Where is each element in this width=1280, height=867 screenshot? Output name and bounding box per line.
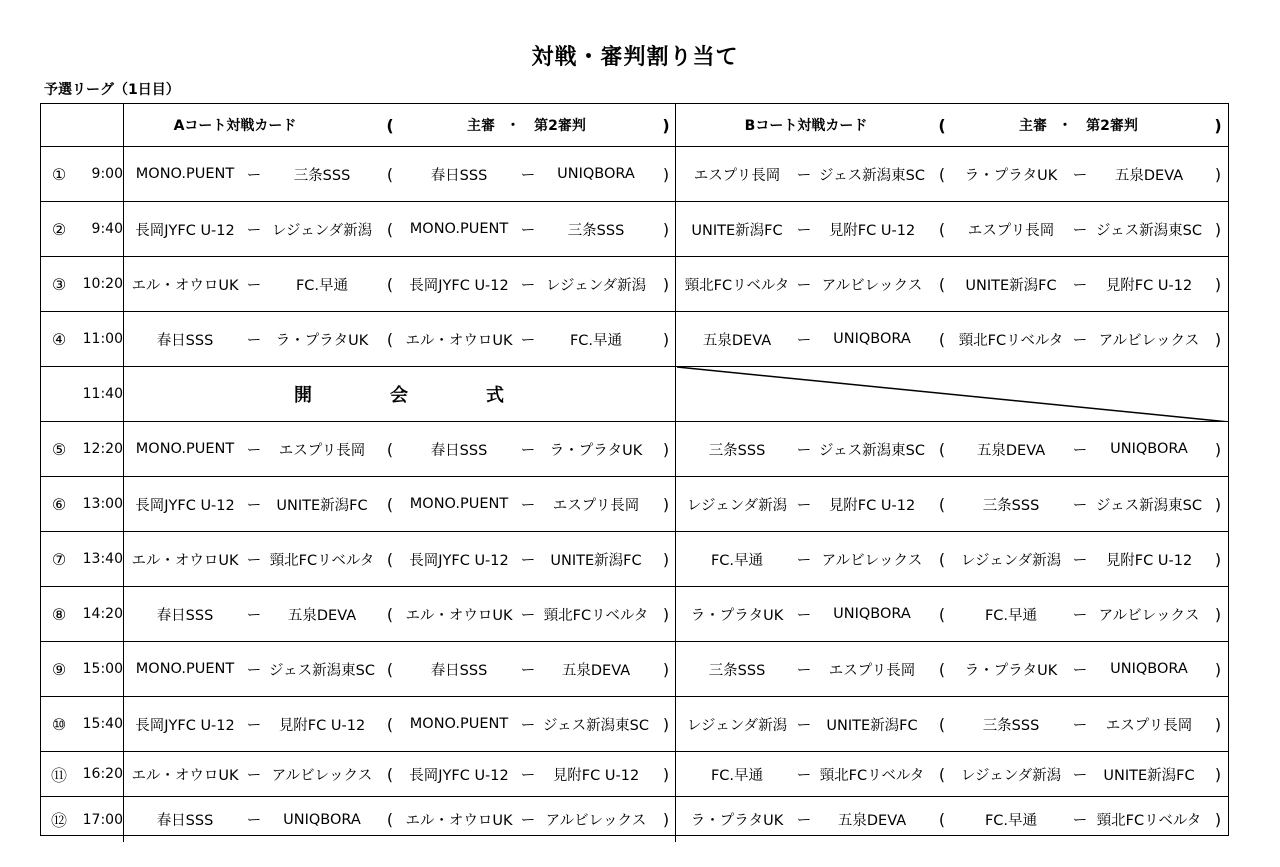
a-away-team: ジェス新潟東SC <box>268 662 376 679</box>
a-referee-second: UNIQBORA <box>557 166 635 182</box>
b-referee-dash: ー <box>1072 662 1088 679</box>
a-referee-main: エル・オウロUK <box>405 332 513 349</box>
table-row <box>41 477 1228 532</box>
a-match-dash: ー <box>246 497 262 514</box>
a-home-team: 長岡JYFC U-12 <box>135 497 235 514</box>
b-home-team: レジェンダ新潟 <box>686 497 788 514</box>
b-referee-main: FC.早通 <box>984 607 1038 624</box>
section-subtitle: 予選リーグ（1日目） <box>44 82 180 98</box>
a-paren-close: ) <box>662 219 670 239</box>
a-referee-main: 長岡JYFC U-12 <box>409 767 509 784</box>
b-paren-close: ) <box>1214 714 1222 734</box>
match-time: 11:00 <box>82 331 123 347</box>
b-match-dash: ー <box>796 662 812 679</box>
a-referee-dash: ー <box>520 767 536 784</box>
a-match-dash: ー <box>246 662 262 679</box>
column-divider <box>123 642 124 696</box>
a-home-team: エル・オウロUK <box>131 552 239 569</box>
column-divider <box>123 697 124 751</box>
b-home-team: FC.早通 <box>710 552 764 569</box>
a-match-dash: ー <box>246 277 262 294</box>
b-referee-second: UNITE新潟FC <box>1103 767 1195 784</box>
match-time: 14:20 <box>82 606 123 622</box>
b-paren-open: ( <box>938 115 946 135</box>
a-referee-dash: ー <box>520 167 536 184</box>
b-referee-main: ラ・プラタUK <box>964 662 1058 679</box>
table-row <box>41 147 1228 202</box>
ceremony-char: 会 <box>390 385 410 406</box>
b-paren-open: ( <box>938 549 946 569</box>
b-referee-dash: ー <box>1072 717 1088 734</box>
b-referee-second: エスプリ長岡 <box>1105 717 1193 734</box>
a-referee-main: 長岡JYFC U-12 <box>409 277 509 294</box>
match-time: 13:00 <box>82 496 123 512</box>
a-match-dash: ー <box>246 167 262 184</box>
column-divider <box>123 147 124 201</box>
match-time: 17:00 <box>82 811 123 828</box>
a-referee-dash: ー <box>520 277 536 294</box>
a-paren-open: ( <box>386 604 394 624</box>
column-divider <box>123 422 124 476</box>
match-number: ⑫ <box>50 811 67 830</box>
b-paren-close: ) <box>1214 604 1222 624</box>
ceremony-row <box>41 367 1228 422</box>
column-divider <box>675 147 676 201</box>
table-row <box>41 532 1228 587</box>
b-match-dash: ー <box>796 442 812 459</box>
a-referee-second: 五泉DEVA <box>561 662 631 679</box>
diagonal-line <box>677 367 1229 422</box>
a-referee-main: MONO.PUENT <box>409 716 509 732</box>
b-paren-close: ) <box>1214 659 1222 679</box>
a-match-dash: ー <box>246 767 262 784</box>
b-home-team: 三条SSS <box>708 662 766 679</box>
b-home-team: FC.早通 <box>710 767 764 784</box>
a-referee-dash: ー <box>520 442 536 459</box>
a-paren-close: ) <box>662 115 670 135</box>
a-paren-open: ( <box>386 115 394 135</box>
a-referee-second: ラ・プラタUK <box>549 442 643 459</box>
b-paren-close: ) <box>1214 329 1222 349</box>
b-referee-main: レジェンダ新潟 <box>960 767 1062 784</box>
a-paren-open: ( <box>386 219 394 239</box>
match-number: ⑤ <box>51 439 67 459</box>
column-divider <box>123 752 124 796</box>
a-paren-open: ( <box>386 494 394 514</box>
a-away-team: レジェンダ新潟 <box>271 222 373 239</box>
column-divider <box>675 752 676 796</box>
column-divider <box>675 697 676 751</box>
b-home-team: ラ・プラタUK <box>690 607 784 624</box>
b-referee-dash: ー <box>1072 167 1088 184</box>
match-number: ⑧ <box>51 604 67 624</box>
match-time: 9:40 <box>91 221 123 237</box>
b-paren-open: ( <box>938 494 946 514</box>
b-referee-dash: ー <box>1072 552 1088 569</box>
a-referee-dash: ー <box>520 222 536 239</box>
a-referee-dash: ー <box>520 662 536 679</box>
match-number: ⑦ <box>51 549 67 569</box>
a-paren-open: ( <box>386 164 394 184</box>
b-paren-open: ( <box>938 329 946 349</box>
b-match-dash: ー <box>796 222 812 239</box>
b-referee-dash: ー <box>1072 222 1088 239</box>
a-home-team: 春日SSS <box>156 607 214 624</box>
b-paren-open: ( <box>938 274 946 294</box>
a-paren-close: ) <box>662 329 670 349</box>
b-referee-second: UNIQBORA <box>1110 441 1188 457</box>
a-home-team: 長岡JYFC U-12 <box>135 222 235 239</box>
match-number: ⑨ <box>51 659 67 679</box>
match-time: 10:20 <box>82 276 123 292</box>
a-referee-second: 三条SSS <box>567 222 625 239</box>
b-away-team: ジェス新潟東SC <box>818 167 926 184</box>
a-paren-open: ( <box>386 764 394 784</box>
match-number: ③ <box>51 274 67 294</box>
a-referee-dash: ー <box>520 607 536 624</box>
table-row <box>41 312 1228 367</box>
b-paren-open: ( <box>938 810 946 829</box>
b-referee-dot: ・ <box>1058 118 1072 134</box>
page-title: 対戦・審判割り当て <box>531 45 739 70</box>
b-referee-main: 五泉DEVA <box>976 442 1046 459</box>
a-away-team: FC.早通 <box>295 277 349 294</box>
b-referee-second: 見附FC U-12 <box>1105 552 1193 569</box>
a-paren-close: ) <box>662 164 670 184</box>
a-match-dash: ー <box>246 332 262 349</box>
a-referee-main: エル・オウロUK <box>405 607 513 624</box>
b-paren-close: ) <box>1214 764 1222 784</box>
table-row <box>41 642 1228 697</box>
table-row <box>41 202 1228 257</box>
b-referee-dash: ー <box>1072 607 1088 624</box>
match-number: ② <box>51 219 67 239</box>
b-paren-close: ) <box>1214 549 1222 569</box>
a-referee-dash: ー <box>520 813 536 829</box>
table-row <box>41 797 1228 842</box>
match-time: 9:00 <box>91 166 123 182</box>
a-referee-main: 長岡JYFC U-12 <box>409 552 509 569</box>
b-referee-main-header: 主審 <box>1019 118 1047 134</box>
opening-ceremony-label <box>125 367 675 421</box>
a-paren-close: ) <box>662 810 670 829</box>
b-paren-close: ) <box>1214 115 1222 135</box>
b-home-team: レジェンダ新潟 <box>686 717 788 734</box>
column-divider <box>675 257 676 311</box>
b-match-dash: ー <box>796 552 812 569</box>
b-referee-second: アルビレックス <box>1098 332 1200 349</box>
column-divider <box>675 367 676 421</box>
match-number: ⑪ <box>50 765 67 785</box>
a-home-team: 春日SSS <box>156 332 214 349</box>
a-referee-dash: ー <box>520 332 536 349</box>
column-divider <box>123 367 124 421</box>
match-time: 12:20 <box>82 441 123 457</box>
b-home-team: 頸北FCリベルタ <box>684 277 790 294</box>
b-referee-second: 五泉DEVA <box>1114 167 1184 184</box>
match-time: 16:20 <box>82 766 123 782</box>
a-paren-close: ) <box>662 274 670 294</box>
a-home-team: MONO.PUENT <box>135 441 235 457</box>
a-paren-close: ) <box>662 494 670 514</box>
a-match-dash: ー <box>246 813 262 829</box>
b-referee-main: FC.早通 <box>984 813 1038 829</box>
a-referee-main: 春日SSS <box>430 662 488 679</box>
b-referee-second: 頸北FCリベルタ <box>1096 813 1202 829</box>
b-referee-dash: ー <box>1072 442 1088 459</box>
b-home-team: ラ・プラタUK <box>690 813 784 829</box>
match-time: 15:00 <box>82 661 123 677</box>
a-home-team: 長岡JYFC U-12 <box>135 717 235 734</box>
a-away-team: 頸北FCリベルタ <box>269 552 375 569</box>
b-home-team: エスプリ長岡 <box>693 167 781 184</box>
column-divider <box>675 312 676 366</box>
a-paren-open: ( <box>386 549 394 569</box>
b-paren-open: ( <box>938 764 946 784</box>
column-divider <box>675 202 676 256</box>
b-referee-dash: ー <box>1072 277 1088 294</box>
a-referee-second: 見附FC U-12 <box>552 767 640 784</box>
column-divider <box>123 532 124 586</box>
b-away-team: UNITE新潟FC <box>826 717 918 734</box>
b-match-dash: ー <box>796 717 812 734</box>
b-referee-second: アルビレックス <box>1098 607 1200 624</box>
a-paren-close: ) <box>662 659 670 679</box>
a-referee-dash: ー <box>520 552 536 569</box>
a-paren-open: ( <box>386 810 394 829</box>
a-match-dash: ー <box>246 607 262 624</box>
b-paren-close: ) <box>1214 274 1222 294</box>
a-match-dash: ー <box>246 442 262 459</box>
a-paren-close: ) <box>662 764 670 784</box>
column-divider <box>675 587 676 641</box>
a-referee-second: 頸北FCリベルタ <box>543 607 649 624</box>
ceremony-time: 11:40 <box>82 386 123 402</box>
b-match-dash: ー <box>796 813 812 829</box>
b-court-header: Bコート対戦カード <box>744 118 868 134</box>
b-home-team: 三条SSS <box>708 442 766 459</box>
a-home-team: MONO.PUENT <box>135 661 235 677</box>
b-referee-dash: ー <box>1072 497 1088 514</box>
b-referee-dash: ー <box>1072 813 1088 829</box>
a-home-team: エル・オウロUK <box>131 277 239 294</box>
column-divider <box>123 587 124 641</box>
ceremony-char: 開 <box>294 385 314 406</box>
a-home-team: MONO.PUENT <box>135 166 235 182</box>
b-match-dash: ー <box>796 332 812 349</box>
b-away-team: 頸北FCリベルタ <box>819 767 925 784</box>
a-paren-open: ( <box>386 439 394 459</box>
b-away-team: ジェス新潟東SC <box>818 442 926 459</box>
ceremony-char: 式 <box>486 385 506 406</box>
a-home-team: エル・オウロUK <box>131 767 239 784</box>
a-away-team: エスプリ長岡 <box>278 442 366 459</box>
a-paren-open: ( <box>386 659 394 679</box>
a-paren-open: ( <box>386 329 394 349</box>
a-paren-close: ) <box>662 714 670 734</box>
b-match-dash: ー <box>796 497 812 514</box>
a-referee-second: ジェス新潟東SC <box>542 717 650 734</box>
column-divider <box>675 532 676 586</box>
column-divider <box>123 202 124 256</box>
a-paren-open: ( <box>386 714 394 734</box>
b-referee-second-header: 第2審判 <box>1086 118 1138 134</box>
b-match-dash: ー <box>796 167 812 184</box>
match-time: 15:40 <box>82 716 123 732</box>
a-home-team: 春日SSS <box>156 813 214 829</box>
a-away-team: UNITE新潟FC <box>276 497 368 514</box>
column-divider <box>123 312 124 366</box>
match-number: ④ <box>51 329 67 349</box>
a-referee-main: MONO.PUENT <box>409 221 509 237</box>
a-referee-main: 春日SSS <box>430 167 488 184</box>
b-away-team: UNIQBORA <box>833 331 911 347</box>
match-time: 13:40 <box>82 551 123 567</box>
b-paren-close: ) <box>1214 810 1222 829</box>
b-paren-close: ) <box>1214 219 1222 239</box>
b-paren-open: ( <box>938 714 946 734</box>
table-row <box>41 752 1228 797</box>
column-divider <box>675 642 676 696</box>
b-away-team: UNIQBORA <box>833 606 911 622</box>
a-referee-dash: ー <box>520 497 536 514</box>
a-referee-main-header: 主審 <box>467 118 495 134</box>
b-referee-main: レジェンダ新潟 <box>960 552 1062 569</box>
b-referee-second: ジェス新潟東SC <box>1095 222 1203 239</box>
column-divider <box>123 257 124 311</box>
match-number: ⑥ <box>51 494 67 514</box>
a-referee-second: UNITE新潟FC <box>550 552 642 569</box>
b-away-team: 五泉DEVA <box>837 813 907 829</box>
a-away-team: ラ・プラタUK <box>275 332 369 349</box>
b-home-team: 五泉DEVA <box>702 332 772 349</box>
a-court-header: Aコート対戦カード <box>173 118 297 134</box>
match-number: ① <box>51 164 67 184</box>
b-referee-main: ラ・プラタUK <box>964 167 1058 184</box>
b-referee-main: 三条SSS <box>982 497 1040 514</box>
a-referee-main: MONO.PUENT <box>409 496 509 512</box>
b-referee-dash: ー <box>1072 767 1088 784</box>
a-away-team: アルビレックス <box>271 767 373 784</box>
a-referee-main: エル・オウロUK <box>405 813 513 829</box>
column-divider <box>123 797 124 842</box>
b-paren-close: ) <box>1214 164 1222 184</box>
a-referee-second: アルビレックス <box>545 813 647 829</box>
b-paren-open: ( <box>938 439 946 459</box>
b-away-team: アルビレックス <box>821 552 923 569</box>
a-match-dash: ー <box>246 222 262 239</box>
b-referee-second: ジェス新潟東SC <box>1095 497 1203 514</box>
table-row <box>41 257 1228 312</box>
a-referee-second: FC.早通 <box>569 332 623 349</box>
b-match-dash: ー <box>796 277 812 294</box>
b-away-team: エスプリ長岡 <box>828 662 916 679</box>
schedule-table <box>40 103 1229 836</box>
table-row <box>41 697 1228 752</box>
b-paren-close: ) <box>1214 494 1222 514</box>
a-referee-second: レジェンダ新潟 <box>545 277 647 294</box>
b-paren-open: ( <box>938 604 946 624</box>
b-referee-second: UNIQBORA <box>1110 661 1188 677</box>
a-match-dash: ー <box>246 717 262 734</box>
a-referee-second-header: 第2審判 <box>534 118 586 134</box>
column-divider <box>123 477 124 531</box>
b-paren-open: ( <box>938 219 946 239</box>
b-paren-close: ) <box>1214 439 1222 459</box>
a-away-team: 五泉DEVA <box>287 607 357 624</box>
b-away-team: 見附FC U-12 <box>828 222 916 239</box>
a-away-team: UNIQBORA <box>283 811 361 828</box>
table-row <box>41 587 1228 642</box>
a-paren-close: ) <box>662 439 670 459</box>
b-away-team: アルビレックス <box>821 277 923 294</box>
a-referee-dot: ・ <box>506 118 520 134</box>
b-referee-main: UNITE新潟FC <box>965 277 1057 294</box>
column-divider <box>675 477 676 531</box>
b-match-dash: ー <box>796 767 812 784</box>
table-header-row <box>41 104 1228 147</box>
b-paren-open: ( <box>938 659 946 679</box>
b-court-empty-diagonal <box>677 367 1229 422</box>
b-away-team: 見附FC U-12 <box>828 497 916 514</box>
b-referee-main: エスプリ長岡 <box>967 222 1055 239</box>
a-paren-close: ) <box>662 549 670 569</box>
a-paren-close: ) <box>662 604 670 624</box>
b-paren-open: ( <box>938 164 946 184</box>
b-match-dash: ー <box>796 607 812 624</box>
a-away-team: 三条SSS <box>293 167 351 184</box>
b-referee-main: 三条SSS <box>982 717 1040 734</box>
a-referee-main: 春日SSS <box>430 442 488 459</box>
match-number: ⑩ <box>51 714 67 734</box>
a-referee-second: エスプリ長岡 <box>552 497 640 514</box>
column-divider <box>675 422 676 476</box>
b-home-team: UNITE新潟FC <box>691 222 783 239</box>
a-away-team: 見附FC U-12 <box>278 717 366 734</box>
a-paren-open: ( <box>386 274 394 294</box>
table-row <box>41 422 1228 477</box>
b-referee-dash: ー <box>1072 332 1088 349</box>
column-divider <box>675 797 676 842</box>
a-match-dash: ー <box>246 552 262 569</box>
b-referee-main: 頸北FCリベルタ <box>958 332 1064 349</box>
b-referee-second: 見附FC U-12 <box>1105 277 1193 294</box>
a-referee-dash: ー <box>520 717 536 734</box>
